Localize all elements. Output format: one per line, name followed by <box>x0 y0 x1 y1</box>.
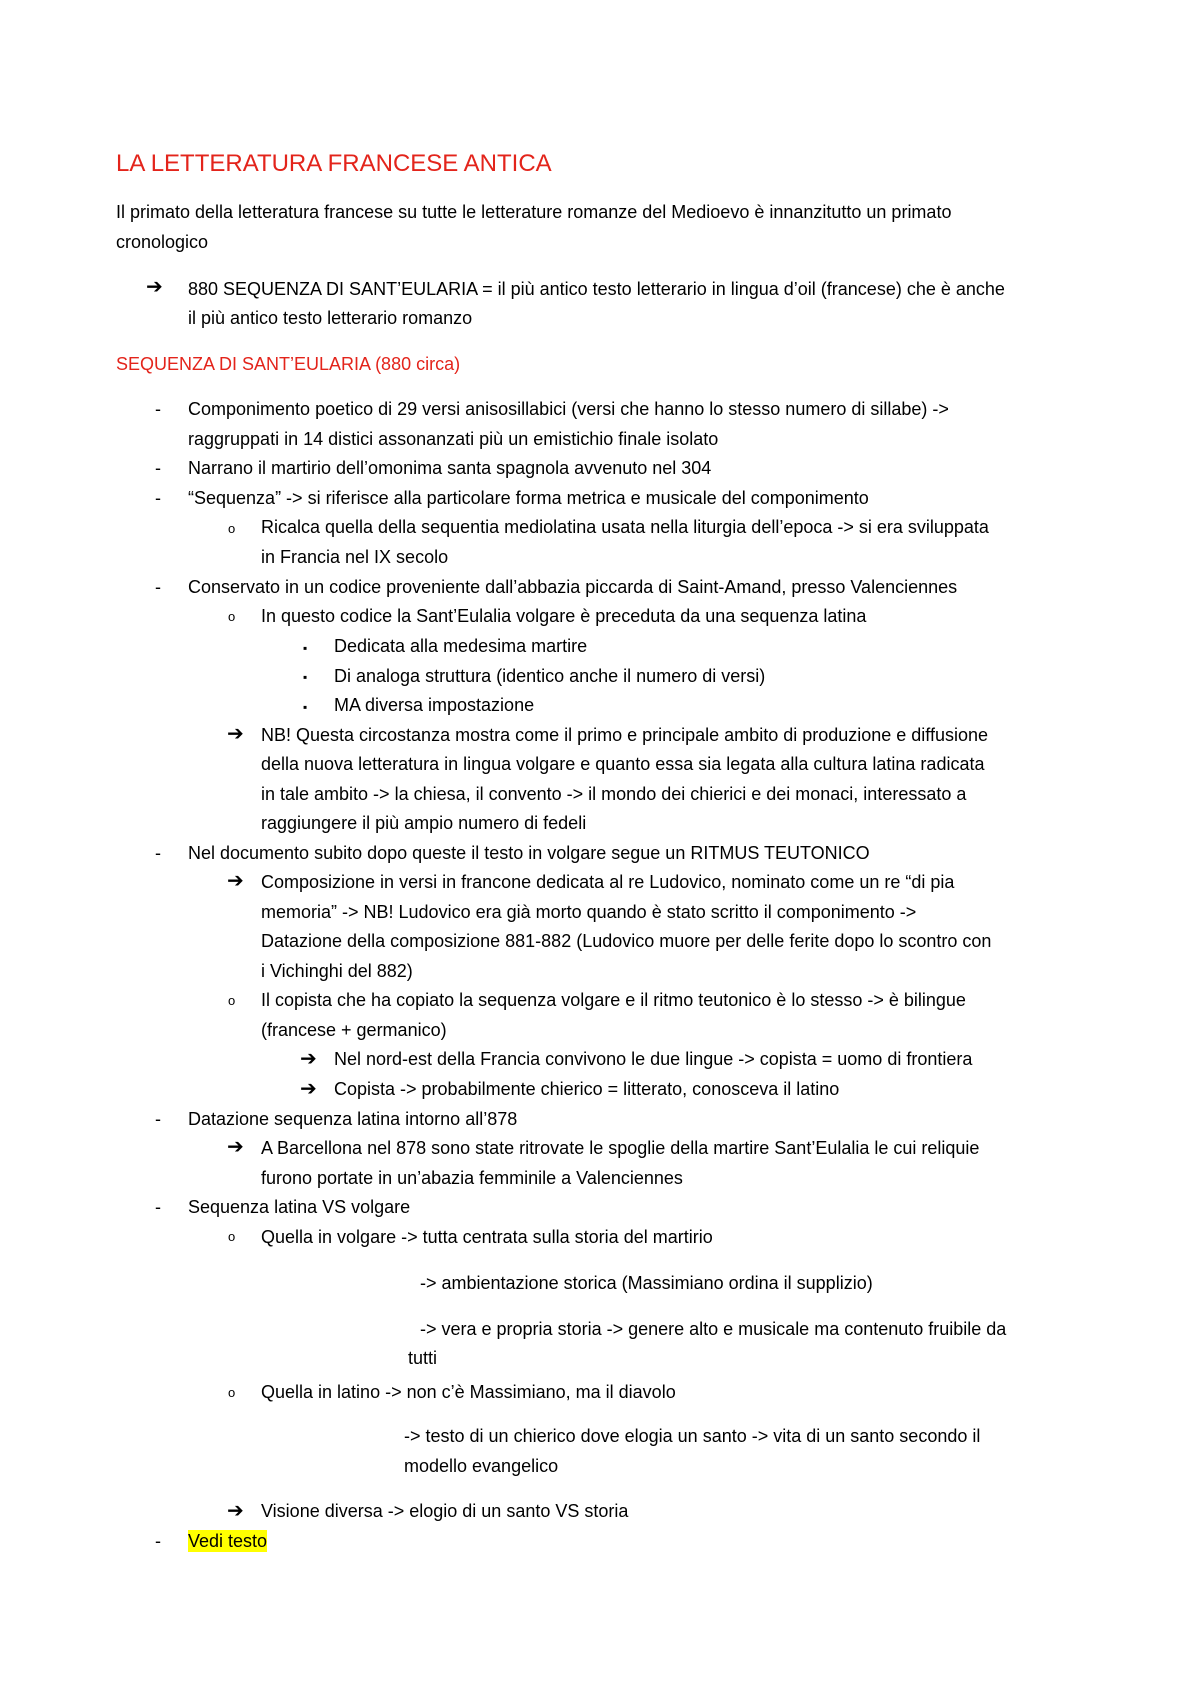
body-line: -> vera e propria storia -> genere alto e musicale ma contenuto fruibile da <box>420 1319 1007 1339</box>
body-line: modello evangelico <box>404 1456 559 1476</box>
body-line: (francese + germanico) <box>261 1020 447 1040</box>
circle-bullet: o <box>228 993 236 1008</box>
body-line: Nel documento subito dopo queste il testo in volgare segue un RITMUS TEUTONICO <box>188 843 870 863</box>
body-line: Ricalca quella della sequentia mediolatina usata nella liturgia dell’epoca -> si era sviluppata <box>261 517 989 537</box>
body-line: In questo codice la Sant’Eulalia volgare è preceduta da una sequenza latina <box>261 606 867 626</box>
body-line: Sequenza latina VS volgare <box>188 1197 411 1217</box>
body-line: MA diversa impostazione <box>334 695 535 715</box>
dash-bullet: - <box>155 577 161 597</box>
body-line: -> testo di un chierico dove elogia un santo -> vita di un santo secondo il <box>404 1426 981 1446</box>
dash-bullet: - <box>155 458 161 478</box>
square-bullet: ▪ <box>303 641 308 655</box>
circle-bullet: o <box>228 609 236 624</box>
dash-bullet: - <box>155 399 161 419</box>
body-line: furono portate in un’abazia femminile a Valenciennes <box>261 1168 683 1188</box>
body-line: in Francia nel IX secolo <box>261 547 449 567</box>
body-line: della nuova letteratura in lingua volgare e quanto essa sia legata alla cultura latina radicata <box>261 754 985 774</box>
body-line: Datazione della composizione 881-882 (Ludovico muore per delle ferite dopo lo scontro con <box>261 931 992 951</box>
body-line: A Barcellona nel 878 sono state ritrovate le spoglie della martire Sant’Eulalia le cui reliquie <box>261 1138 980 1158</box>
circle-bullet: o <box>228 521 236 536</box>
arrow-bullet-icon: ➔ <box>227 1500 244 1522</box>
arrow-bullet-icon: ➔ <box>227 1136 244 1158</box>
arrow-point-line: 880 SEQUENZA DI SANT’EULARIA = il più antico testo letterario in lingua d’oil (francese) che è anche <box>188 279 1005 299</box>
dash-bullet: - <box>155 1197 161 1217</box>
dash-bullet: - <box>155 1109 161 1129</box>
body-line: Composizione in versi in francone dedicata al re Ludovico, nominato come un re “di pia <box>261 872 955 892</box>
body-line: Il copista che ha copiato la sequenza volgare e il ritmo teutonico è lo stesso -> è bilingue <box>261 990 966 1010</box>
body-line: NB! Questa circostanza mostra come il primo e principale ambito di produzione e diffusione <box>261 725 989 745</box>
arrow-bullet-icon: ➔ <box>146 276 163 298</box>
body-line: in tale ambito -> la chiesa, il convento -> il mondo dei chierici e dei monaci, interessato a <box>261 784 967 804</box>
intro-line: cronologico <box>116 232 209 252</box>
intro-line: Il primato della letteratura francese su tutte le letterature romanze del Medioevo è innanzitutto un primato <box>116 202 952 222</box>
section-title: SEQUENZA DI SANT’EULARIA (880 circa) <box>116 354 461 374</box>
document-title: LA LETTERATURA FRANCESE ANTICA <box>116 150 552 177</box>
arrow-bullet-icon: ➔ <box>227 723 244 745</box>
dash-bullet: - <box>155 488 161 508</box>
body-line: i Vichinghi del 882) <box>261 961 413 981</box>
dash-bullet: - <box>155 1531 161 1551</box>
highlighted-line: Vedi testo <box>188 1531 268 1551</box>
circle-bullet: o <box>228 1385 236 1400</box>
arrow-bullet-icon: ➔ <box>300 1078 317 1100</box>
body-line: Di analoga struttura (identico anche il numero di versi) <box>334 666 766 686</box>
body-line: Nel nord-est della Francia convivono le due lingue -> copista = uomo di frontiera <box>334 1049 973 1069</box>
body-line: Quella in latino -> non c’è Massimiano, ma il diavolo <box>261 1382 676 1402</box>
body-line: Copista -> probabilmente chierico = litterato, conosceva il latino <box>334 1079 840 1099</box>
square-bullet: ▪ <box>303 670 308 684</box>
arrow-bullet-icon: ➔ <box>300 1048 317 1070</box>
body-line: raggruppati in 14 distici assonanzati più un emistichio finale isolato <box>188 429 719 449</box>
body-line: Componimento poetico di 29 versi anisosillabici (versi che hanno lo stesso numero di sillabe) -> <box>188 399 949 419</box>
arrow-point-line: il più antico testo letterario romanzo <box>188 308 473 328</box>
body-line: Dedicata alla medesima martire <box>334 636 588 656</box>
body-line: tutti <box>408 1348 438 1368</box>
dash-bullet: - <box>155 843 161 863</box>
body-line: Conservato in un codice proveniente dall’abbazia piccarda di Saint-Amand, presso Valenciennes <box>188 577 958 597</box>
body-line: Datazione sequenza latina intorno all’878 <box>188 1109 518 1129</box>
body-line: memoria” -> NB! Ludovico era già morto quando è stato scritto il componimento -> <box>261 902 917 922</box>
body-line: Quella in volgare -> tutta centrata sulla storia del martirio <box>261 1227 713 1247</box>
body-line: -> ambientazione storica (Massimiano ordina il supplizio) <box>420 1273 873 1293</box>
body-line: raggiungere il più ampio numero di fedeli <box>261 813 587 833</box>
body-line: “Sequenza” -> si riferisce alla particolare forma metrica e musicale del componimento <box>188 488 869 508</box>
body-line: Narrano il martirio dell’omonima santa spagnola avvenuto nel 304 <box>188 458 712 478</box>
circle-bullet: o <box>228 1229 236 1244</box>
arrow-bullet-icon: ➔ <box>227 870 244 892</box>
square-bullet: ▪ <box>303 700 308 714</box>
body-line: Visione diversa -> elogio di un santo VS storia <box>261 1501 629 1521</box>
